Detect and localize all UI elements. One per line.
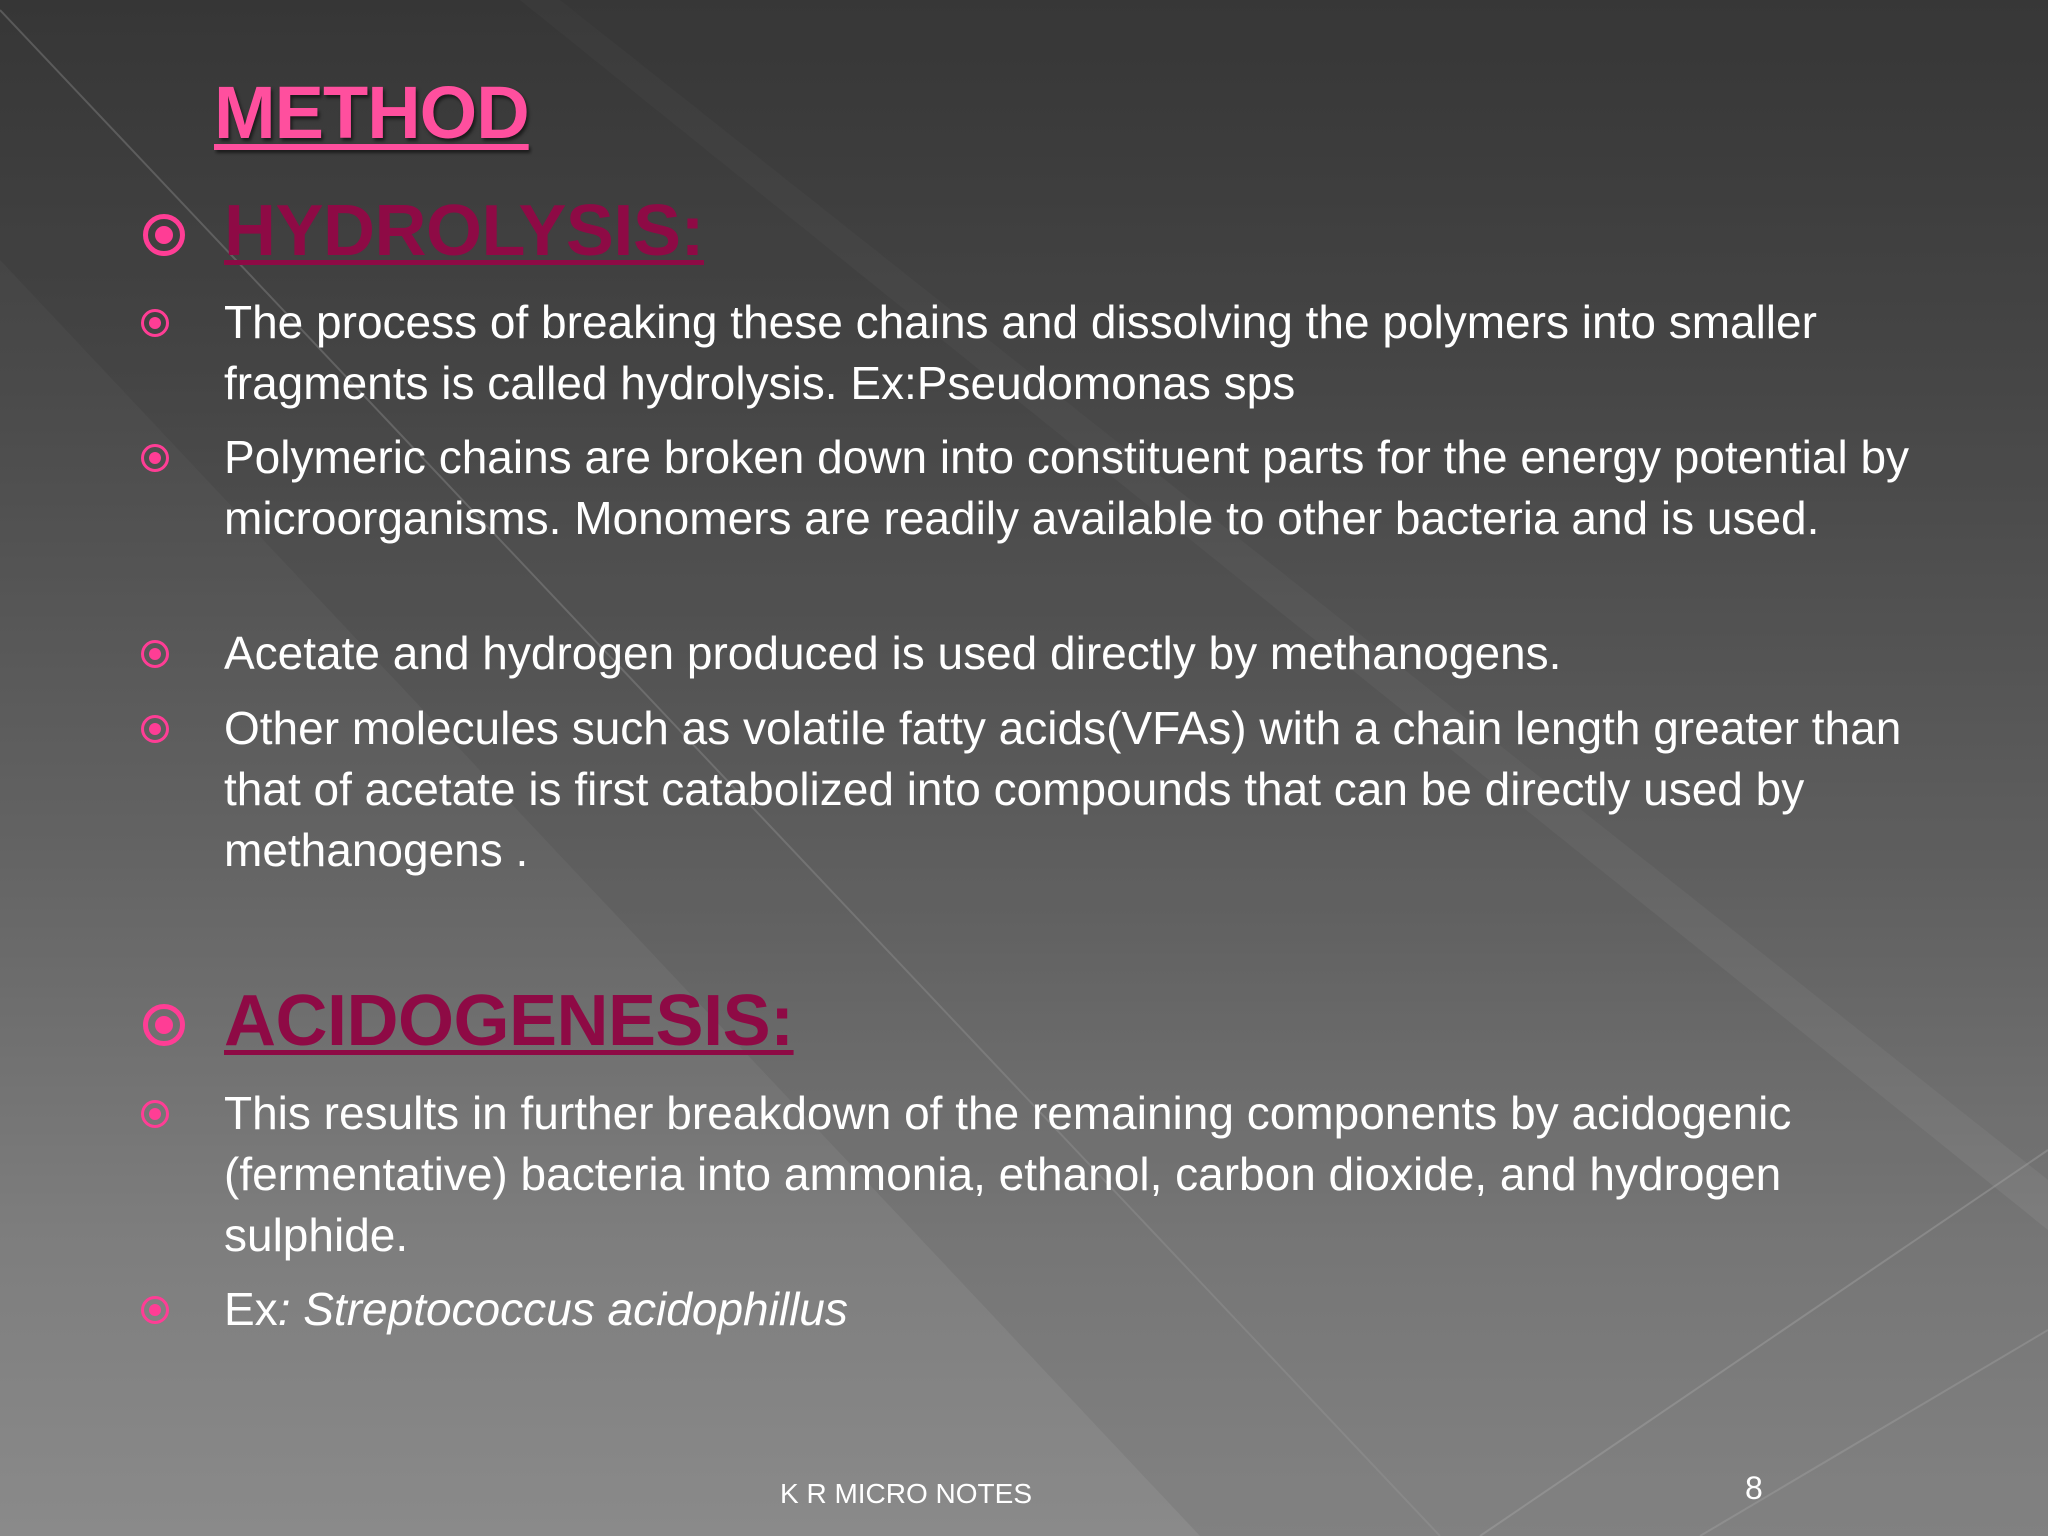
bullet-icon	[141, 1296, 169, 1324]
bullet-text: This results in further breakdown of the remaining components by acidogenic (fermentative) bacteria into ammonia, ethanol, carbon dioxide, and hydrogen sulphide.	[224, 1087, 1792, 1261]
heading-bullet-icon	[143, 214, 185, 256]
bullet-text: The process of breaking these chains and dissolving the polymers into smaller fragments is called hydrolysis. Ex:Pseudomonas sps	[224, 296, 1817, 409]
bullet-text: Acetate and hydrogen produced is used directly by methanogens.	[224, 627, 1562, 679]
bullet-icon	[141, 715, 169, 743]
bullet-icon	[141, 444, 169, 472]
example-prefix: Ex	[224, 1283, 278, 1335]
slide-title: METHOD	[214, 71, 529, 154]
bullet-icon	[141, 640, 169, 668]
bullet-text: Polymeric chains are broken down into constituent parts for the energy potential by microorganisms. Monomers are readily available to other bacteria and is used.	[224, 431, 1910, 544]
bullet-icon	[141, 309, 169, 337]
page-number: 8	[1745, 1470, 1763, 1506]
example-text	[224, 1279, 1924, 1340]
footer-text: K R MICRO NOTES	[780, 1478, 1033, 1509]
section-heading-hydrolysis: HYDROLYSIS:	[224, 191, 704, 271]
example-organism: : Streptococcus acidophillus	[277, 1283, 848, 1335]
bullet-text: Other molecules such as volatile fatty acids(VFAs) with a chain length greater than that of acetate is first catabolized into compounds that can be directly used by methanogens .	[224, 702, 1902, 876]
bullet-icon	[141, 1100, 169, 1128]
section-heading-acidogenesis: ACIDOGENESIS:	[224, 981, 794, 1061]
heading-bullet-icon	[143, 1004, 185, 1046]
